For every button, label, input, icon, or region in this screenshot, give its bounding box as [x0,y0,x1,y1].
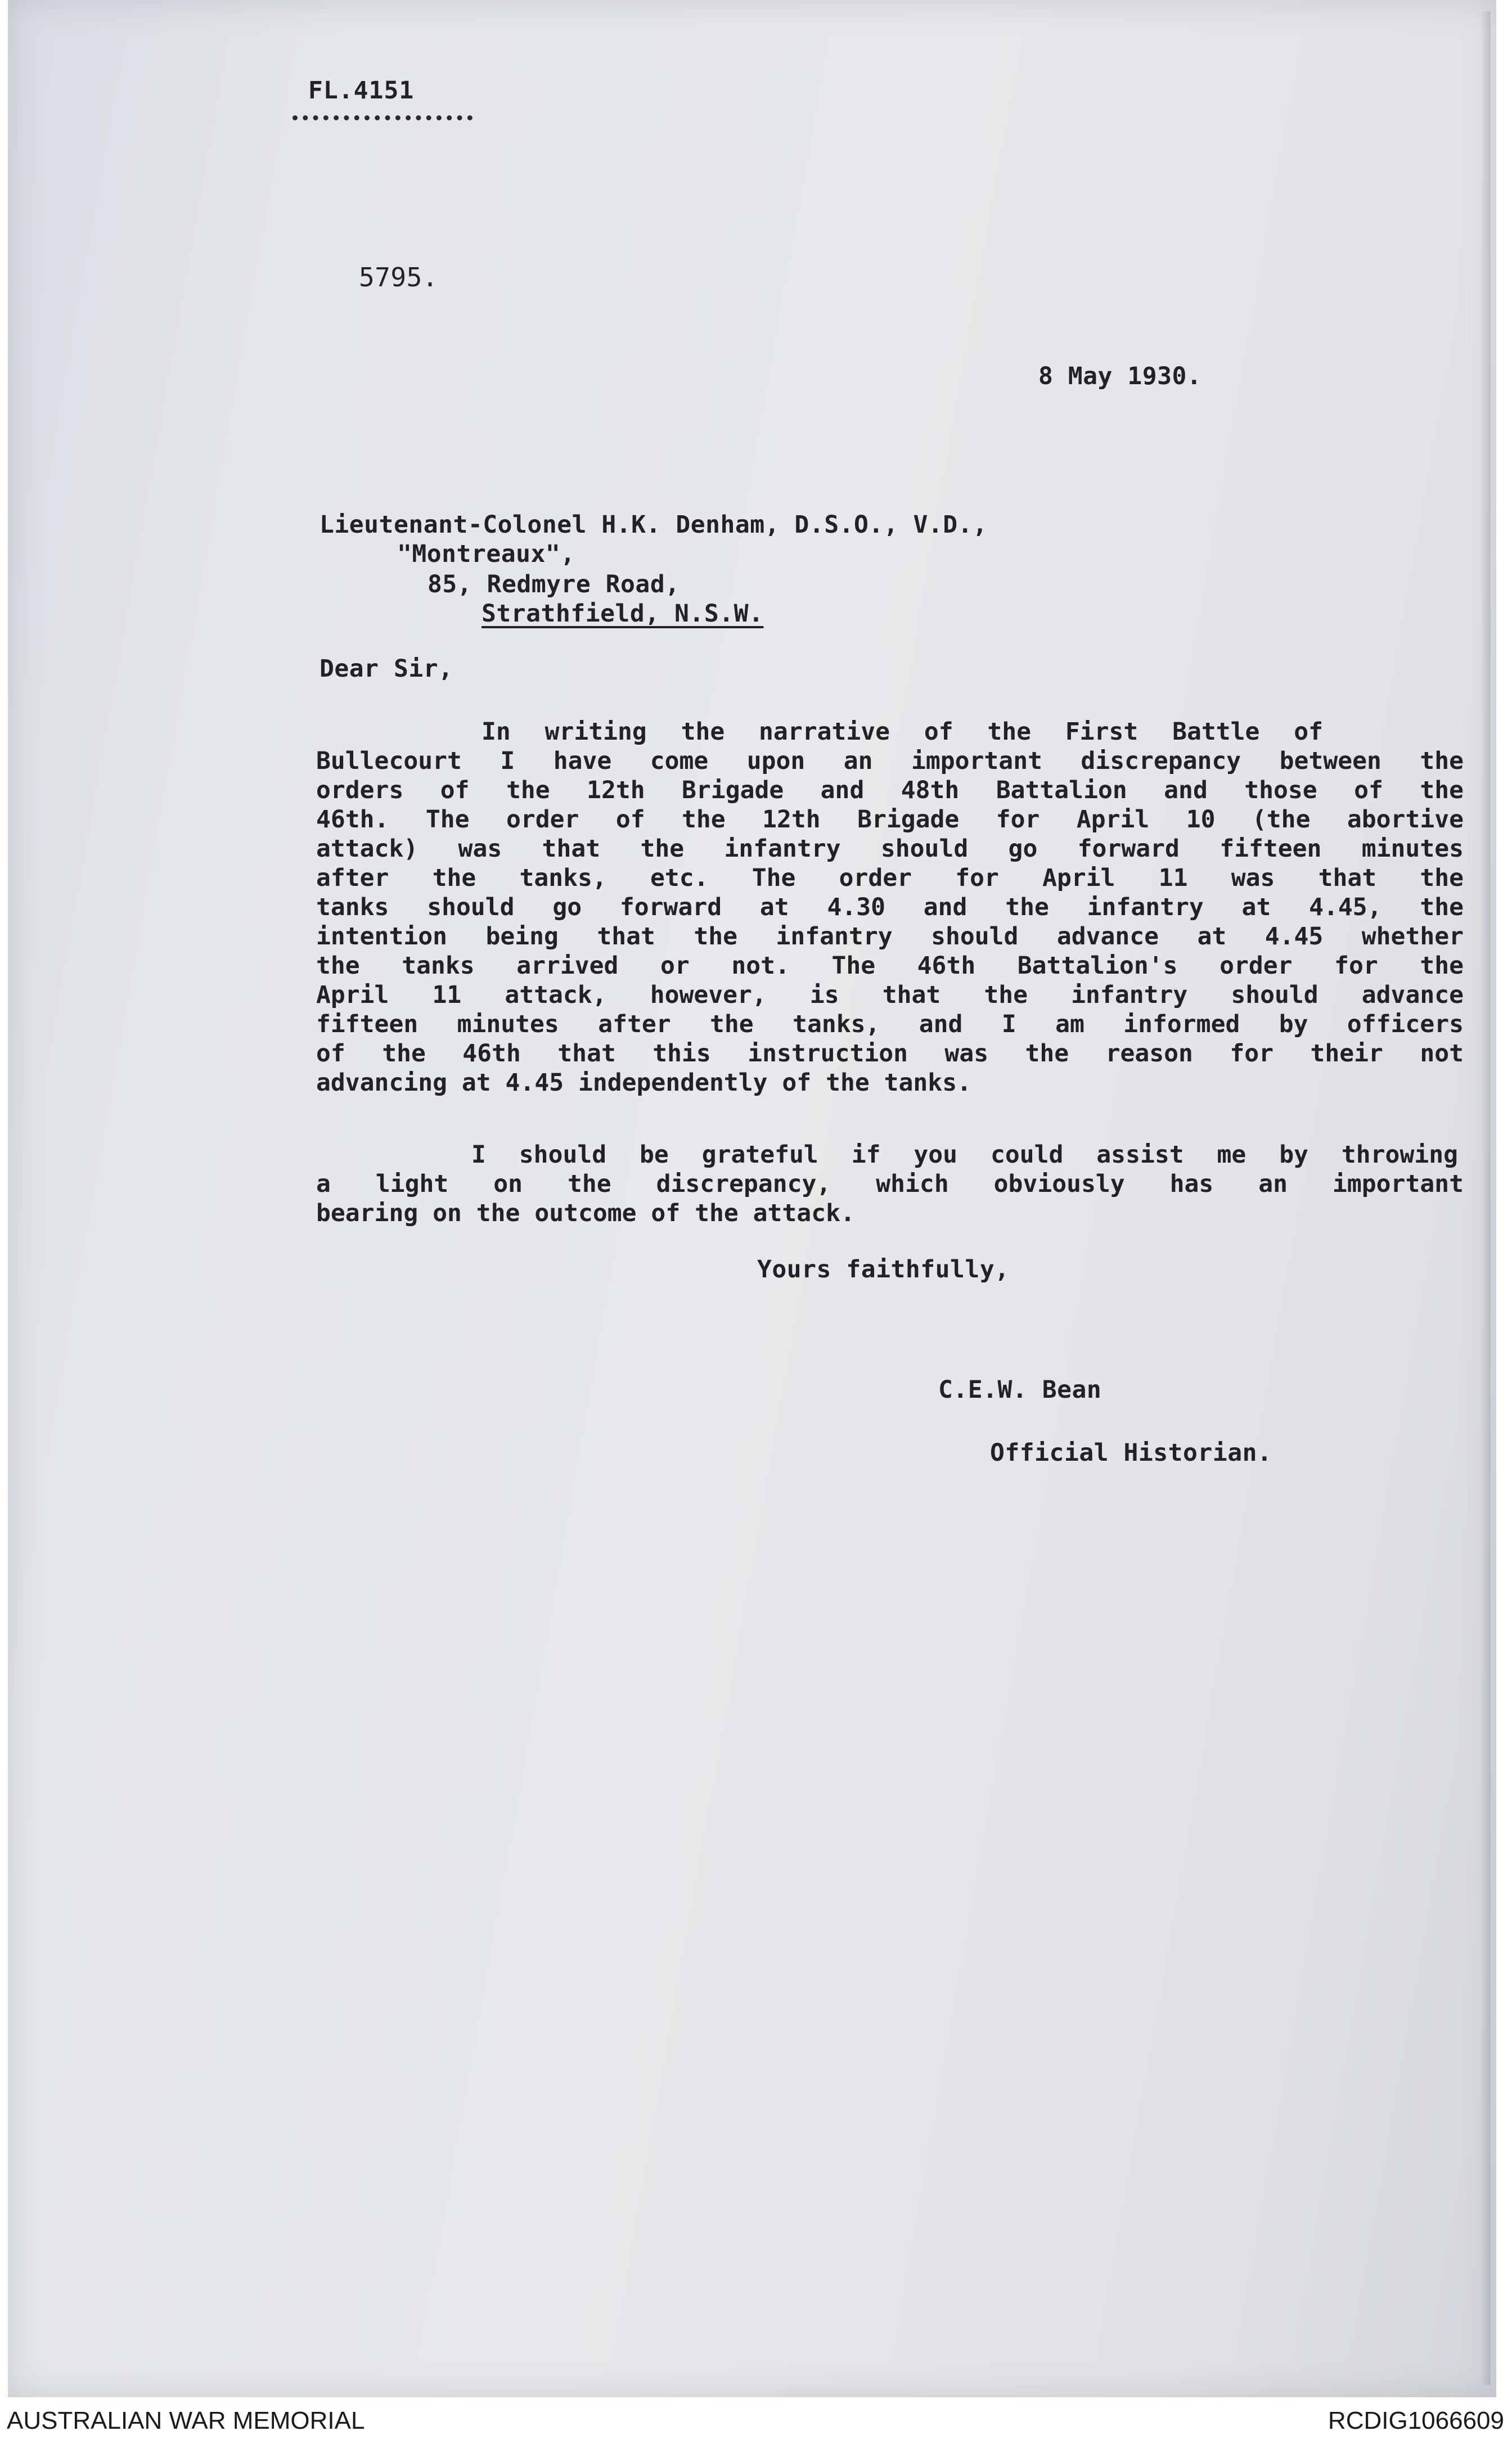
closing: Yours faithfully, [757,1255,1010,1284]
paragraph-line: orders of the 12th Brigade and 48th Battalion and those of the [316,776,1464,804]
footer-record-id: RCDIG1066609 [1328,2407,1504,2434]
paragraph-line: advancing at 4.45 independently of the tanks. [316,1069,971,1097]
paragraph-line: 46th. The order of the 12th Brigade for April 10 (the abortive [316,805,1464,834]
paragraph-line: I should be grateful if you could assist me by throwing [471,1141,1458,1169]
letter-page [8,0,1496,2397]
paragraph-line: the tanks arrived or not. The 46th Battalion's order for the [316,952,1464,980]
paragraph-line: tanks should go forward at 4.30 and the infantry at 4.45, the [316,893,1464,921]
paragraph-line: attack) was that the infantry should go forward fifteen minutes [316,835,1464,863]
paragraph-line: Bullecourt I have come upon an important discrepancy between the [316,747,1464,775]
file-reference-rule [292,115,472,120]
paragraph-line: after the tanks, etc. The order for April 11 was that the [316,864,1464,892]
signer-title: Official Historian. [990,1439,1272,1467]
addressee-name: Lieutenant-Colonel H.K. Denham, D.S.O., V.D., [320,511,988,539]
paragraph-line: April 11 attack, however, is that the infantry should advance [316,981,1464,1009]
letter-date: 8 May 1930. [1038,362,1202,390]
file-reference: FL.4151 [308,76,415,105]
addressee-house: "Montreaux", [397,540,575,568]
paragraph-line: intention being that the infantry should advance at 4.45 whether [316,922,1464,951]
paragraph-line: a light on the discrepancy, which obviously has an important [316,1170,1464,1198]
paragraph-line: fifteen minutes after the tanks, and I am informed by officers [316,1010,1464,1038]
signer-name: C.E.W. Bean [938,1376,1102,1404]
salutation: Dear Sir, [320,655,453,683]
reference-number: 5795. [359,262,438,292]
paragraph-line: bearing on the outcome of the attack. [316,1199,855,1227]
paragraph-line: In writing the narrative of the First Battle of [482,718,1323,746]
addressee-street: 85, Redmyre Road, [428,570,680,598]
paragraph-line: of the 46th that this instruction was the reason for their not [316,1039,1464,1068]
footer-archive-name: AUSTRALIAN WAR MEMORIAL [7,2407,365,2434]
addressee-town: Strathfield, N.S.W. [482,600,764,628]
